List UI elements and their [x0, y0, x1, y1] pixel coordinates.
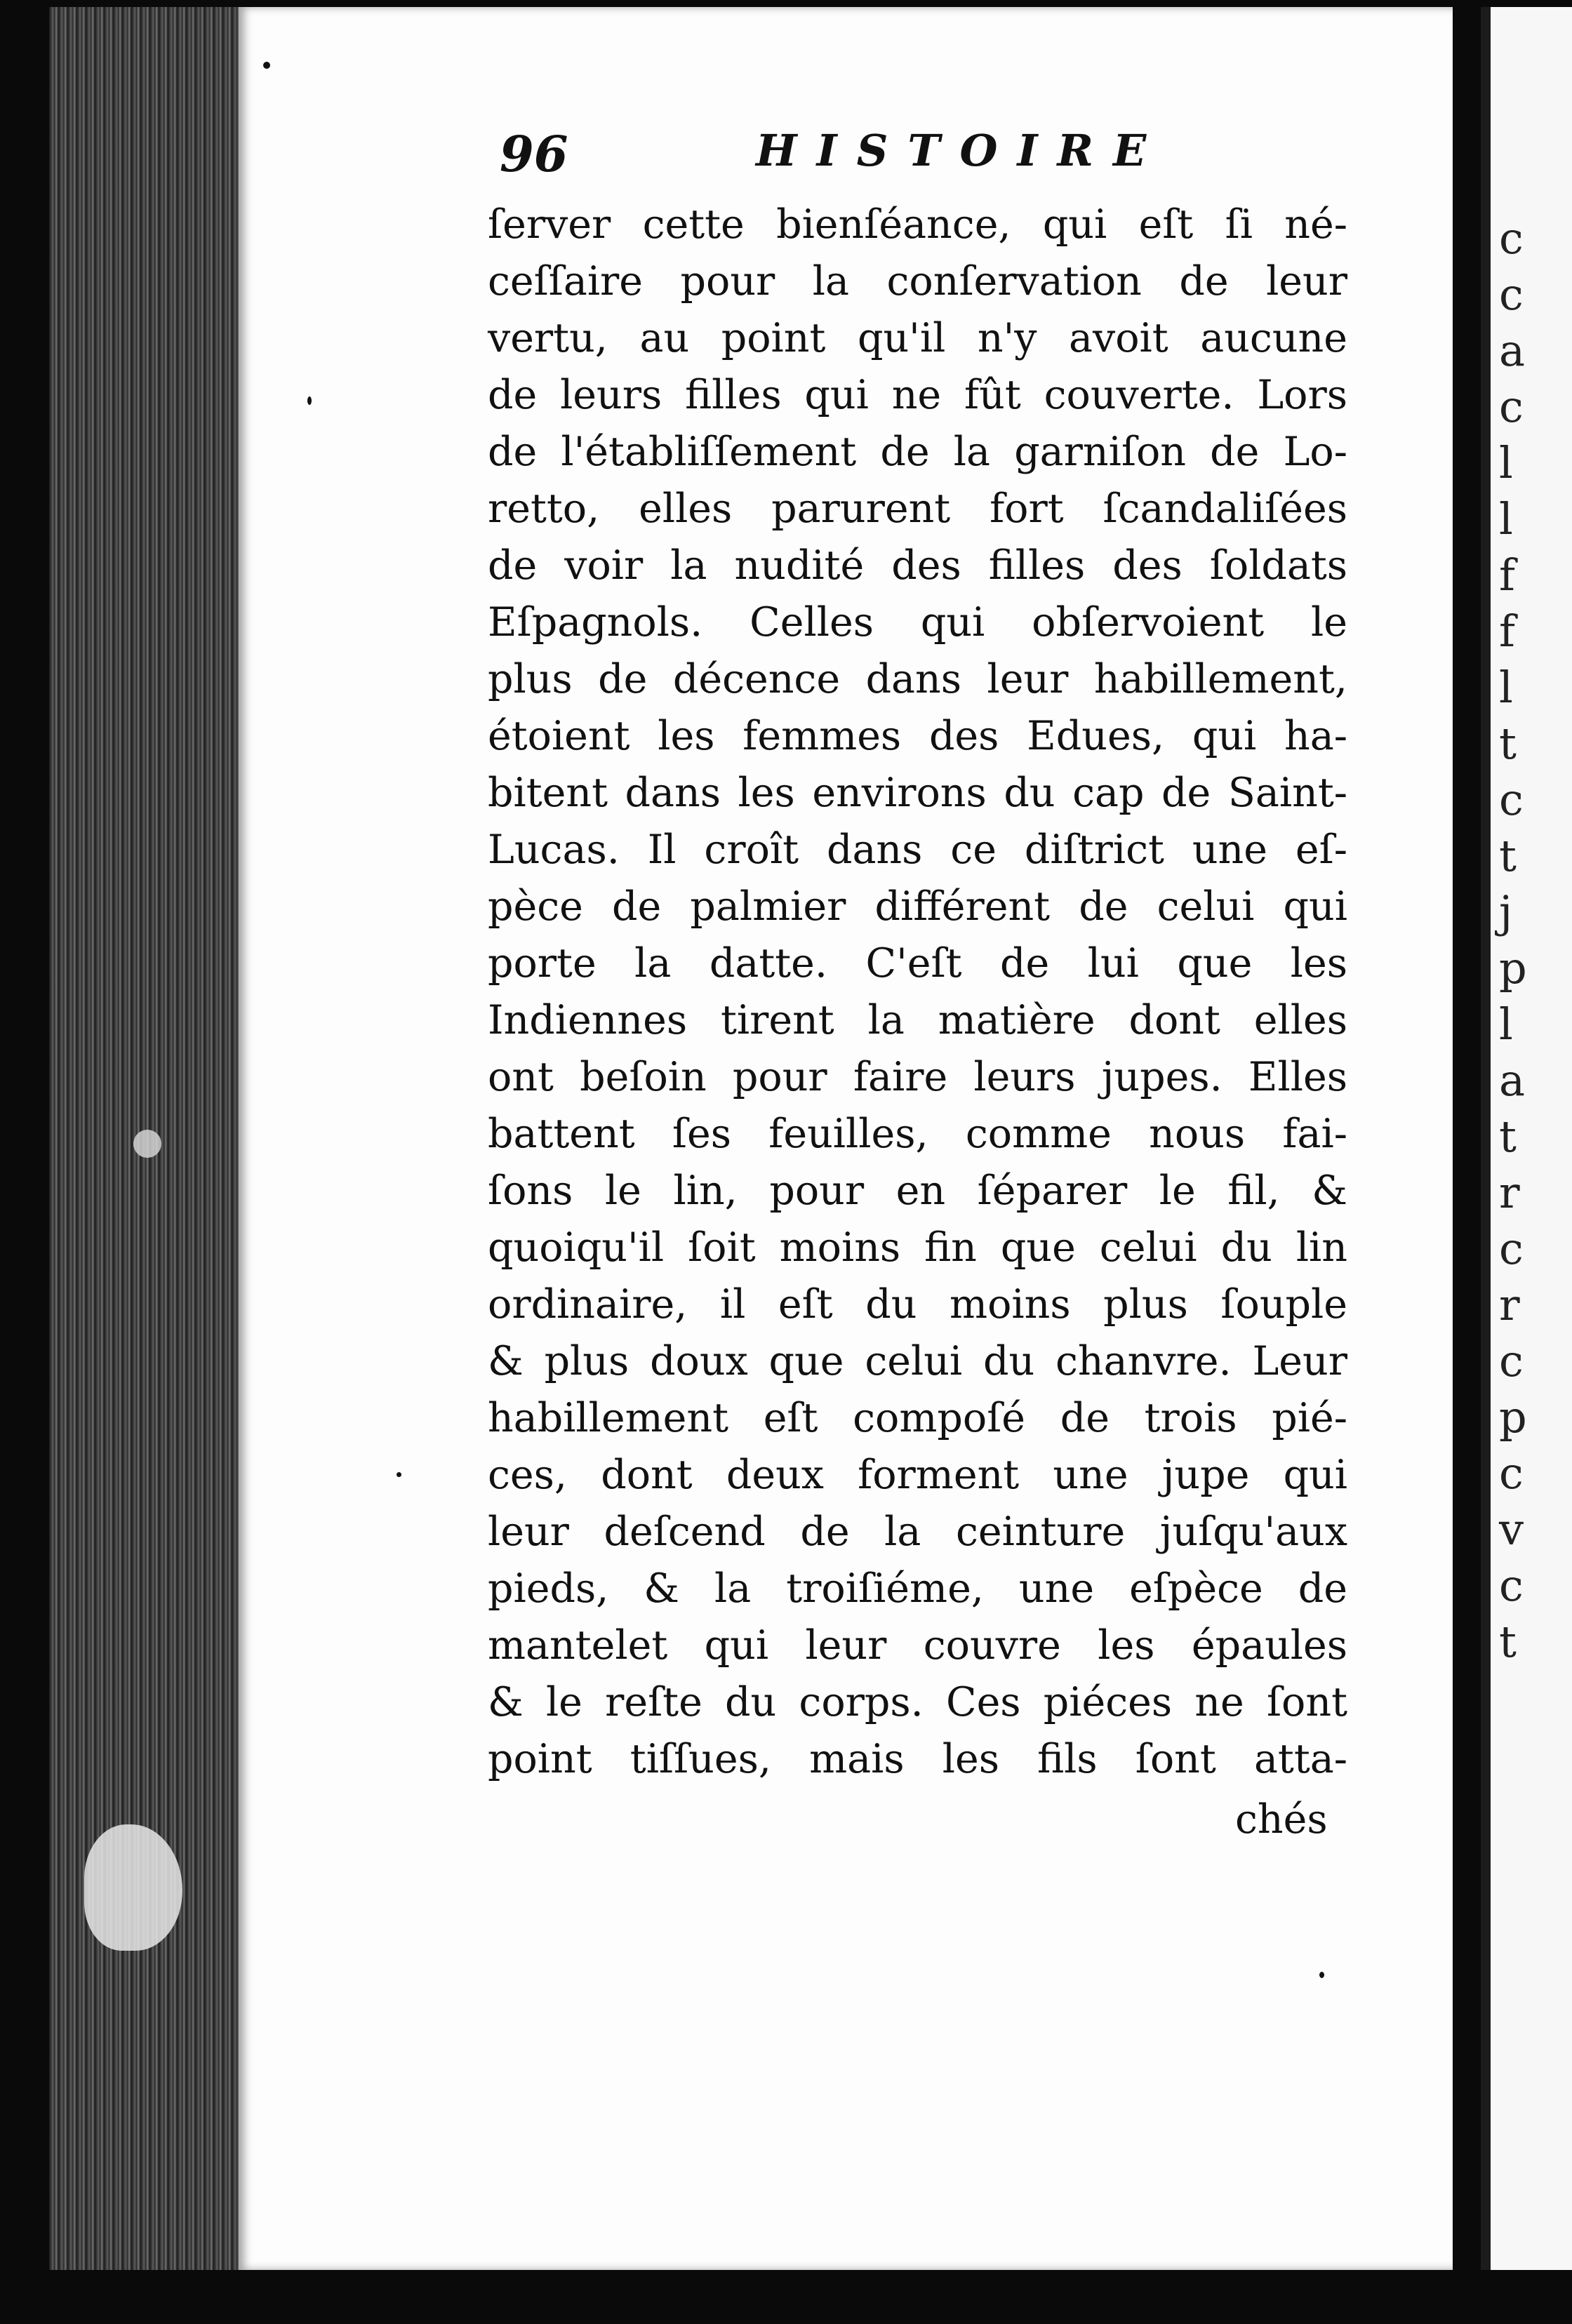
facing-page-glyph: t: [1499, 1616, 1517, 1667]
text-line: & plus doux que celui du chanvre. Leur: [488, 1338, 1347, 1384]
ink-speck: [263, 62, 270, 69]
facing-page-glyph: c: [1499, 1335, 1524, 1387]
facing-page-glyph: j: [1499, 886, 1513, 937]
text-line: ſerver cette bienſéance, qui eſt ſi né-: [488, 201, 1347, 248]
running-head: [500, 125, 1166, 183]
text-line: ceſſaire pour la conſervation de leur: [488, 258, 1347, 305]
text-line: vertu, au point qu'il n'y avoit aucune: [488, 315, 1347, 361]
text-line: & le reſte du corps. Ces piéces ne ſont: [488, 1679, 1347, 1725]
running-title: HISTOIRE: [756, 125, 1166, 176]
facing-page-glyph: c: [1499, 774, 1524, 825]
text-line: mantelet qui leur couvre les épaules: [488, 1622, 1347, 1669]
facing-page-glyphs: [1499, 211, 1572, 1670]
facing-page-glyph: l: [1499, 437, 1513, 488]
text-line: porte la datte. C'eſt de lui que les: [488, 940, 1347, 987]
ink-speck: [1319, 1972, 1324, 1978]
paper-damage-spot: [133, 1130, 161, 1158]
body-text: [488, 196, 1347, 1788]
page-number: 96: [500, 125, 568, 183]
text-line: pèce de palmier différent de celui qui: [488, 883, 1347, 930]
text-line: habillement eſt compoſé de trois pié-: [488, 1395, 1347, 1441]
text-line: de leurs filles qui ne fût couverte. Lors: [488, 372, 1347, 418]
facing-page-glyph: c: [1499, 1560, 1524, 1611]
text-line: Lucas. Il croît dans ce diſtrict une eſ-: [488, 827, 1347, 873]
text-line: Eſpagnols. Celles qui obſervoient le: [488, 599, 1347, 646]
text-line: Indiennes tirent la matière dont elles: [488, 997, 1347, 1043]
text-line: leur deſcend de la ceinture juſqu'aux: [488, 1509, 1347, 1555]
text-line: battent ſes feuilles, comme nous fai-: [488, 1111, 1347, 1157]
facing-page-glyph: a: [1499, 1055, 1525, 1106]
facing-page-glyph: l: [1499, 493, 1513, 545]
ink-speck: [307, 396, 312, 405]
paper-damage-blot: [84, 1824, 182, 1951]
text-line: ordinaire, il eſt du moins plus ſouple: [488, 1281, 1347, 1328]
facing-page-glyph: t: [1499, 718, 1517, 769]
text-line: ces, dont deux forment une jupe qui: [488, 1452, 1347, 1498]
facing-page-glyph: t: [1499, 830, 1517, 881]
text-line: de voir la nudité des filles des ſoldats: [488, 542, 1347, 589]
ink-speck: [397, 1472, 401, 1477]
facing-page-glyph: c: [1499, 381, 1524, 432]
facing-page-glyph: p: [1499, 942, 1527, 994]
facing-page-glyph: a: [1499, 325, 1525, 376]
facing-page-glyph: c: [1499, 1223, 1524, 1274]
facing-page-glyph: r: [1499, 1279, 1520, 1330]
facing-page-glyph: c: [1499, 269, 1524, 320]
text-line: bitent dans les environs du cap de Saint-: [488, 770, 1347, 816]
facing-page-glyph: f: [1499, 549, 1515, 601]
text-line: étoient les femmes des Edues, qui ha-: [488, 713, 1347, 759]
facing-page-glyph: c: [1499, 213, 1524, 264]
facing-page-glyph: c: [1499, 1448, 1524, 1499]
facing-page-edge: [1481, 7, 1572, 2270]
facing-page-glyph: t: [1499, 1111, 1517, 1162]
facing-page-glyph: f: [1499, 606, 1515, 657]
text-line: ſons le lin, pour en ſéparer le fil, &: [488, 1168, 1347, 1214]
book-page-edges: [49, 7, 245, 2270]
text-line: quoiqu'il ſoit moins fin que celui du lin: [488, 1224, 1347, 1271]
catchword: chés: [1235, 1796, 1328, 1843]
text-line: ont beſoin pour faire leurs jupes. Elles: [488, 1054, 1347, 1100]
facing-page-glyph: r: [1499, 1167, 1520, 1218]
text-line: de l'établiſſement de la garniſon de Lo-: [488, 429, 1347, 475]
facing-page-glyph: l: [1499, 999, 1513, 1050]
facing-page-glyph: l: [1499, 662, 1513, 713]
text-line: plus de décence dans leur habillement,: [488, 656, 1347, 702]
text-line: pieds, & la troiſiéme, une eſpèce de: [488, 1565, 1347, 1612]
text-line: retto, elles parurent fort ſcandaliſées: [488, 486, 1347, 532]
facing-page-glyph: v: [1499, 1504, 1524, 1555]
facing-page-glyph: p: [1499, 1391, 1527, 1443]
text-line: point tiſſues, mais les fils ſont atta-: [488, 1736, 1347, 1782]
